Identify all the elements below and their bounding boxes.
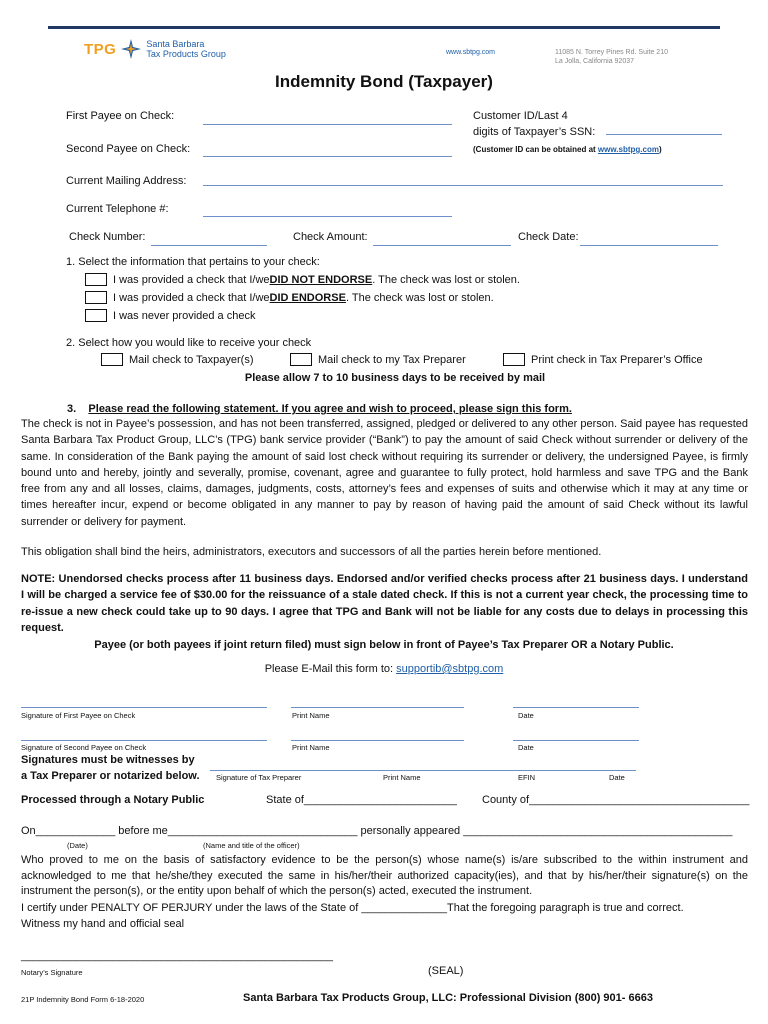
mail-delivery-note: Please allow 7 to 10 business days to be received by mail bbox=[244, 372, 546, 384]
header-website[interactable]: www.sbtpg.com bbox=[446, 49, 496, 56]
footer-company: Santa Barbara Tax Products Group, LLC: Professional Division (800) 901- 6663 bbox=[243, 992, 653, 1004]
check-date-label: Check Date: bbox=[518, 231, 579, 243]
processing-note: NOTE: Unendorsed checks process after 11 business days. Endorsed and/or verified checks process after 21 business days. I understand I will be charged a service fee of $30.00 for the reissuance of a stale dated check. If this is not a current year check, the processing time to re-issue a new check could take up to 90 days. I agree that TPG and Bank will not be liable for any costs due to delays in processing this request. bbox=[21, 573, 748, 634]
second-date-label: Date bbox=[518, 743, 534, 752]
first-print-name-label: Print Name bbox=[292, 711, 330, 720]
preparer-signature-line[interactable] bbox=[210, 770, 636, 771]
second-payee-signature-label: Signature of Second Payee on Check bbox=[21, 743, 147, 752]
logo-star-icon bbox=[120, 38, 142, 60]
option-did-endorse[interactable]: I was provided a check that I/we DID ENDORSE . The check was lost or stolen. bbox=[85, 291, 494, 304]
check-number-label: Check Number: bbox=[69, 231, 146, 243]
date-caption: (Date) bbox=[67, 841, 88, 850]
section1-heading: 1. Select the information that pertains to your check: bbox=[66, 256, 320, 268]
customer-id-label-2: digits of Taxpayer’s SSN: bbox=[473, 126, 596, 138]
support-email-link[interactable]: supportib@sbtpg.com bbox=[396, 663, 504, 675]
second-payee-print-line[interactable] bbox=[291, 740, 464, 741]
form-title: Indemnity Bond (Taxpayer) bbox=[275, 72, 493, 91]
seal-label: (SEAL) bbox=[428, 965, 464, 977]
notary-signature-line[interactable]: ___________________________________________________ bbox=[21, 950, 334, 962]
second-payee-field[interactable] bbox=[203, 156, 452, 157]
first-date-label: Date bbox=[518, 711, 534, 720]
check-number-field[interactable] bbox=[151, 245, 267, 246]
did-endorse-checkbox[interactable] bbox=[85, 291, 107, 304]
email-instruction: Please E-Mail this form to: supportib@sbtpg.com bbox=[264, 663, 504, 675]
customer-id-label-1: Customer ID/Last 4 bbox=[473, 110, 568, 122]
second-payee-label: Second Payee on Check: bbox=[66, 143, 191, 155]
preparer-efin-label: EFIN bbox=[518, 773, 536, 782]
indemnity-statement: The check is not in Payee’s possession, and has not been transferred, assigned, pledged or delivered to any other person. Said payee has requested Santa Barbara Tax Product Group, LLC’s (TPG) bank service provider (“Bank”) to pay the amount of said Check without surrender or delivery of the same. In consideration of the Bank paying the amount of said lost check without requiring its surrender or delivery, the undersigned Payee, is firmly bound unto and hereby, jointly and severally, promise, covenant, agree and guarantee to fully protect, hold harmless and save TPG and the Bank free from any and all losses, claims, damages, judgments, costs, attorney’s fees and expenses of suits and otherwise which it may at any time or times hereafter incur, expend or become obligated in any manner to pay by reason of having paid the amount of said Check without its lawful surrender or delivery for payment. bbox=[21, 418, 748, 528]
check-amount-field[interactable] bbox=[373, 245, 511, 246]
officer-caption: (Name and title of the officer) bbox=[203, 841, 300, 850]
telephone-label: Current Telephone #: bbox=[66, 203, 169, 215]
perjury-statement: I certify under PENALTY OF PERJURY under the laws of the State of ______________That the foregoing paragraph is true and correct. bbox=[21, 902, 684, 914]
notary-proof-statement: Who proved to me on the basis of satisfactory evidence to be the person(s) whose name(s) is/are subscribed to the within instrument and acknowledged to me that he/she/they executed the same in his/her/their authorized capacity(ies), and that by his/her/their signature(s) on the instrument the person(s), or the entity upon behalf of which the person(s) acted, executed the instrument. bbox=[21, 854, 748, 897]
option-did-not-endorse[interactable]: I was provided a check that I/we DID NOT ENDORSE . The check was lost or stolen. bbox=[85, 273, 520, 286]
preparer-date-label: Date bbox=[609, 773, 625, 782]
header-rule bbox=[48, 26, 720, 29]
notary-county-field[interactable]: County of____________________________________ bbox=[482, 794, 750, 806]
tpg-logo bbox=[84, 38, 226, 60]
customer-id-field[interactable] bbox=[606, 134, 722, 135]
customer-id-note: (Customer ID can be obtained at www.sbtpg.com) bbox=[473, 145, 662, 154]
payee-sign-note: Payee (or both payees if joint return filed) must sign below in front of Payee’s Tax Preparer OR a Notary Public. bbox=[94, 639, 674, 651]
mail-preparer-checkbox[interactable] bbox=[290, 353, 312, 366]
witness-note-line2: a Tax Preparer or notarized below. bbox=[21, 770, 200, 782]
notary-state-field[interactable]: State of_________________________ bbox=[266, 794, 457, 806]
option-mail-taxpayer[interactable]: Mail check to Taxpayer(s) bbox=[101, 353, 254, 366]
form-id: 21P Indemnity Bond Form 6-18-2020 bbox=[21, 995, 145, 1004]
print-office-checkbox[interactable] bbox=[503, 353, 525, 366]
never-provided-checkbox[interactable] bbox=[85, 309, 107, 322]
first-payee-label: First Payee on Check: bbox=[66, 110, 175, 122]
telephone-field[interactable] bbox=[203, 216, 452, 217]
first-payee-date-line[interactable] bbox=[513, 707, 639, 708]
section2-heading: 2. Select how you would like to receive your check bbox=[66, 337, 312, 349]
mailing-address-label: Current Mailing Address: bbox=[66, 175, 187, 187]
notary-heading: Processed through a Notary Public bbox=[21, 794, 205, 806]
first-payee-print-line[interactable] bbox=[291, 707, 464, 708]
mail-taxpayer-checkbox[interactable] bbox=[101, 353, 123, 366]
option-print-office[interactable]: Print check in Tax Preparer’s Office bbox=[503, 353, 703, 366]
option-mail-preparer[interactable]: Mail check to my Tax Preparer bbox=[290, 353, 466, 366]
header-address: 11085 N. Torrey Pines Rd. Suite 210 La Jolla, California 92037 bbox=[555, 49, 668, 65]
witness-statement: Witness my hand and official seal bbox=[21, 918, 185, 930]
section3-heading: 3. Please read the following statement. If you agree and wish to proceed, please sign this form. bbox=[67, 403, 572, 415]
option-never-provided[interactable]: I was never provided a check bbox=[85, 309, 255, 322]
second-print-name-label: Print Name bbox=[292, 743, 330, 752]
check-amount-label: Check Amount: bbox=[293, 231, 368, 243]
preparer-print-name-label: Print Name bbox=[383, 773, 421, 782]
first-payee-signature-line[interactable] bbox=[21, 707, 267, 708]
logo-company-name: Santa Barbara Tax Products Group bbox=[146, 39, 226, 59]
second-payee-signature-line[interactable] bbox=[21, 740, 267, 741]
preparer-signature-label: Signature of Tax Preparer bbox=[216, 773, 302, 782]
check-date-field[interactable] bbox=[580, 245, 718, 246]
first-payee-signature-label: Signature of First Payee on Check bbox=[21, 711, 136, 720]
sbtpg-link[interactable]: www.sbtpg.com bbox=[597, 145, 659, 154]
notary-signature-label: Notary’s Signature bbox=[21, 968, 83, 977]
did-not-endorse-checkbox[interactable] bbox=[85, 273, 107, 286]
obligation-statement: This obligation shall bind the heirs, administrators, executors and successors of all the parties herein before mentioned. bbox=[21, 546, 602, 558]
mailing-address-field[interactable] bbox=[203, 185, 723, 186]
logo-text: TPG bbox=[84, 40, 117, 58]
second-payee-date-line[interactable] bbox=[513, 740, 639, 741]
first-payee-field[interactable] bbox=[203, 124, 452, 125]
witness-note-line1: Signatures must be witnesses by bbox=[21, 754, 195, 766]
notary-appearance-line[interactable]: On_____________ before me_______________________________ personally appeared ____________________________________________ bbox=[21, 825, 733, 837]
